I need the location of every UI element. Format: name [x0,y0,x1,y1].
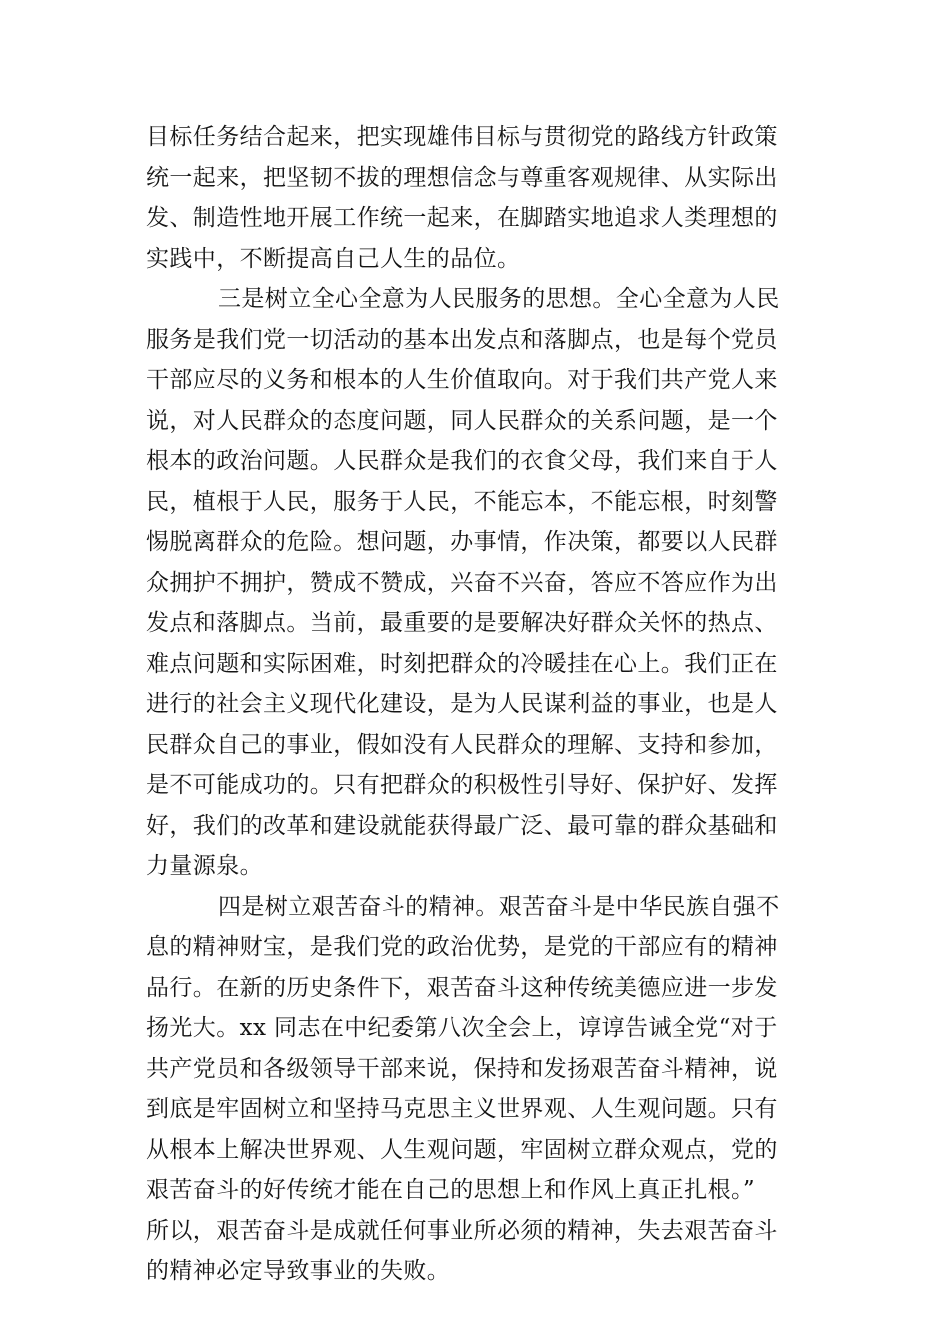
text-line: 惕脱离群众的危险。想问题，办事情，作决策，都要以人民群 [146,529,778,555]
text-line: 目标任务结合起来，把实现雄伟目标与贯彻党的路线方针政策 [146,124,778,150]
text-line: 共产党员和各级领导干部来说，保持和发扬艰苦奋斗精神，说 [146,1055,778,1082]
text-line: 民，植根于人民，服务于人民，不能忘本，不能忘根，时刻警 [146,488,778,515]
text-line-first: 四是树立艰苦奋斗的精神。艰苦奋斗是中华民族自强不 [218,893,780,920]
text-line: 根本的政治问题。人民群众是我们的衣食父母，我们来自于人 [146,448,778,474]
text-line: 扬光大。xx 同志在中纪委第八次全会上，谆谆告诫全党“对于 [146,1015,778,1041]
text-line: 民群众自己的事业，假如没有人民群众的理解、支持和参加， [146,731,778,758]
text-line: 所以，艰苦奋斗是成就任何事业所必须的精神，失去艰苦奋斗 [146,1217,778,1244]
text-line: 从根本上解决世界观、人生观问题，牢固树立群众观点，党的 [146,1136,778,1163]
text-line: 好，我们的改革和建设就能获得最广泛、最可靠的群众基础和 [146,812,778,839]
text-line: 说，对人民群众的态度问题，同人民群众的关系问题，是一个 [146,407,778,434]
text-line: 力量源泉。 [146,853,263,879]
text-line: 发点和落脚点。当前，最重要的是要解决好群众关怀的热点、 [146,610,778,636]
text-line: 服务是我们党一切活动的基本出发点和落脚点，也是每个党员 [146,326,778,353]
text-line: 干部应尽的义务和根本的人生价值取向。对于我们共产党人来 [146,367,778,393]
text-line: 众拥护不拥护，赞成不赞成，兴奋不兴奋，答应不答应作为出 [146,569,778,596]
text-line: 发、制造性地开展工作统一起来，在脚踏实地追求人类理想的 [146,205,778,231]
paragraph-continuation [146,117,806,279]
text-line: 实践中，不断提高自己人生的品位。 [146,245,521,272]
text-line: 进行的社会主义现代化建设，是为人民谋利益的事业，也是人 [146,691,778,717]
paragraph-hard-work [146,887,806,1292]
text-line: 的精神必定导致事业的失败。 [146,1258,451,1284]
text-line-first: 三是树立全心全意为人民服务的思想。全心全意为人民 [218,286,780,312]
paragraph-serve-the-people [146,279,806,887]
text-line: 品行。在新的历史条件下，艰苦奋斗这种传统美德应进一步发 [146,974,778,1001]
text-line: 是不可能成功的。只有把群众的积极性引导好、保护好、发挥 [146,772,778,798]
document-body [146,117,806,1292]
text-line: 艰苦奋斗的好传统才能在自己的思想上和作风上真正扎根。” [146,1177,756,1203]
text-line: 息的精神财宝，是我们党的政治优势，是党的干部应有的精神 [146,934,778,960]
text-line: 到底是牢固树立和坚持马克思主义世界观、人生观问题。只有 [146,1096,778,1122]
text-line: 难点问题和实际困难，时刻把群众的冷暖挂在心上。我们正在 [146,650,778,677]
text-line: 统一起来，把坚韧不拔的理想信念与尊重客观规律、从实际出 [146,164,778,191]
